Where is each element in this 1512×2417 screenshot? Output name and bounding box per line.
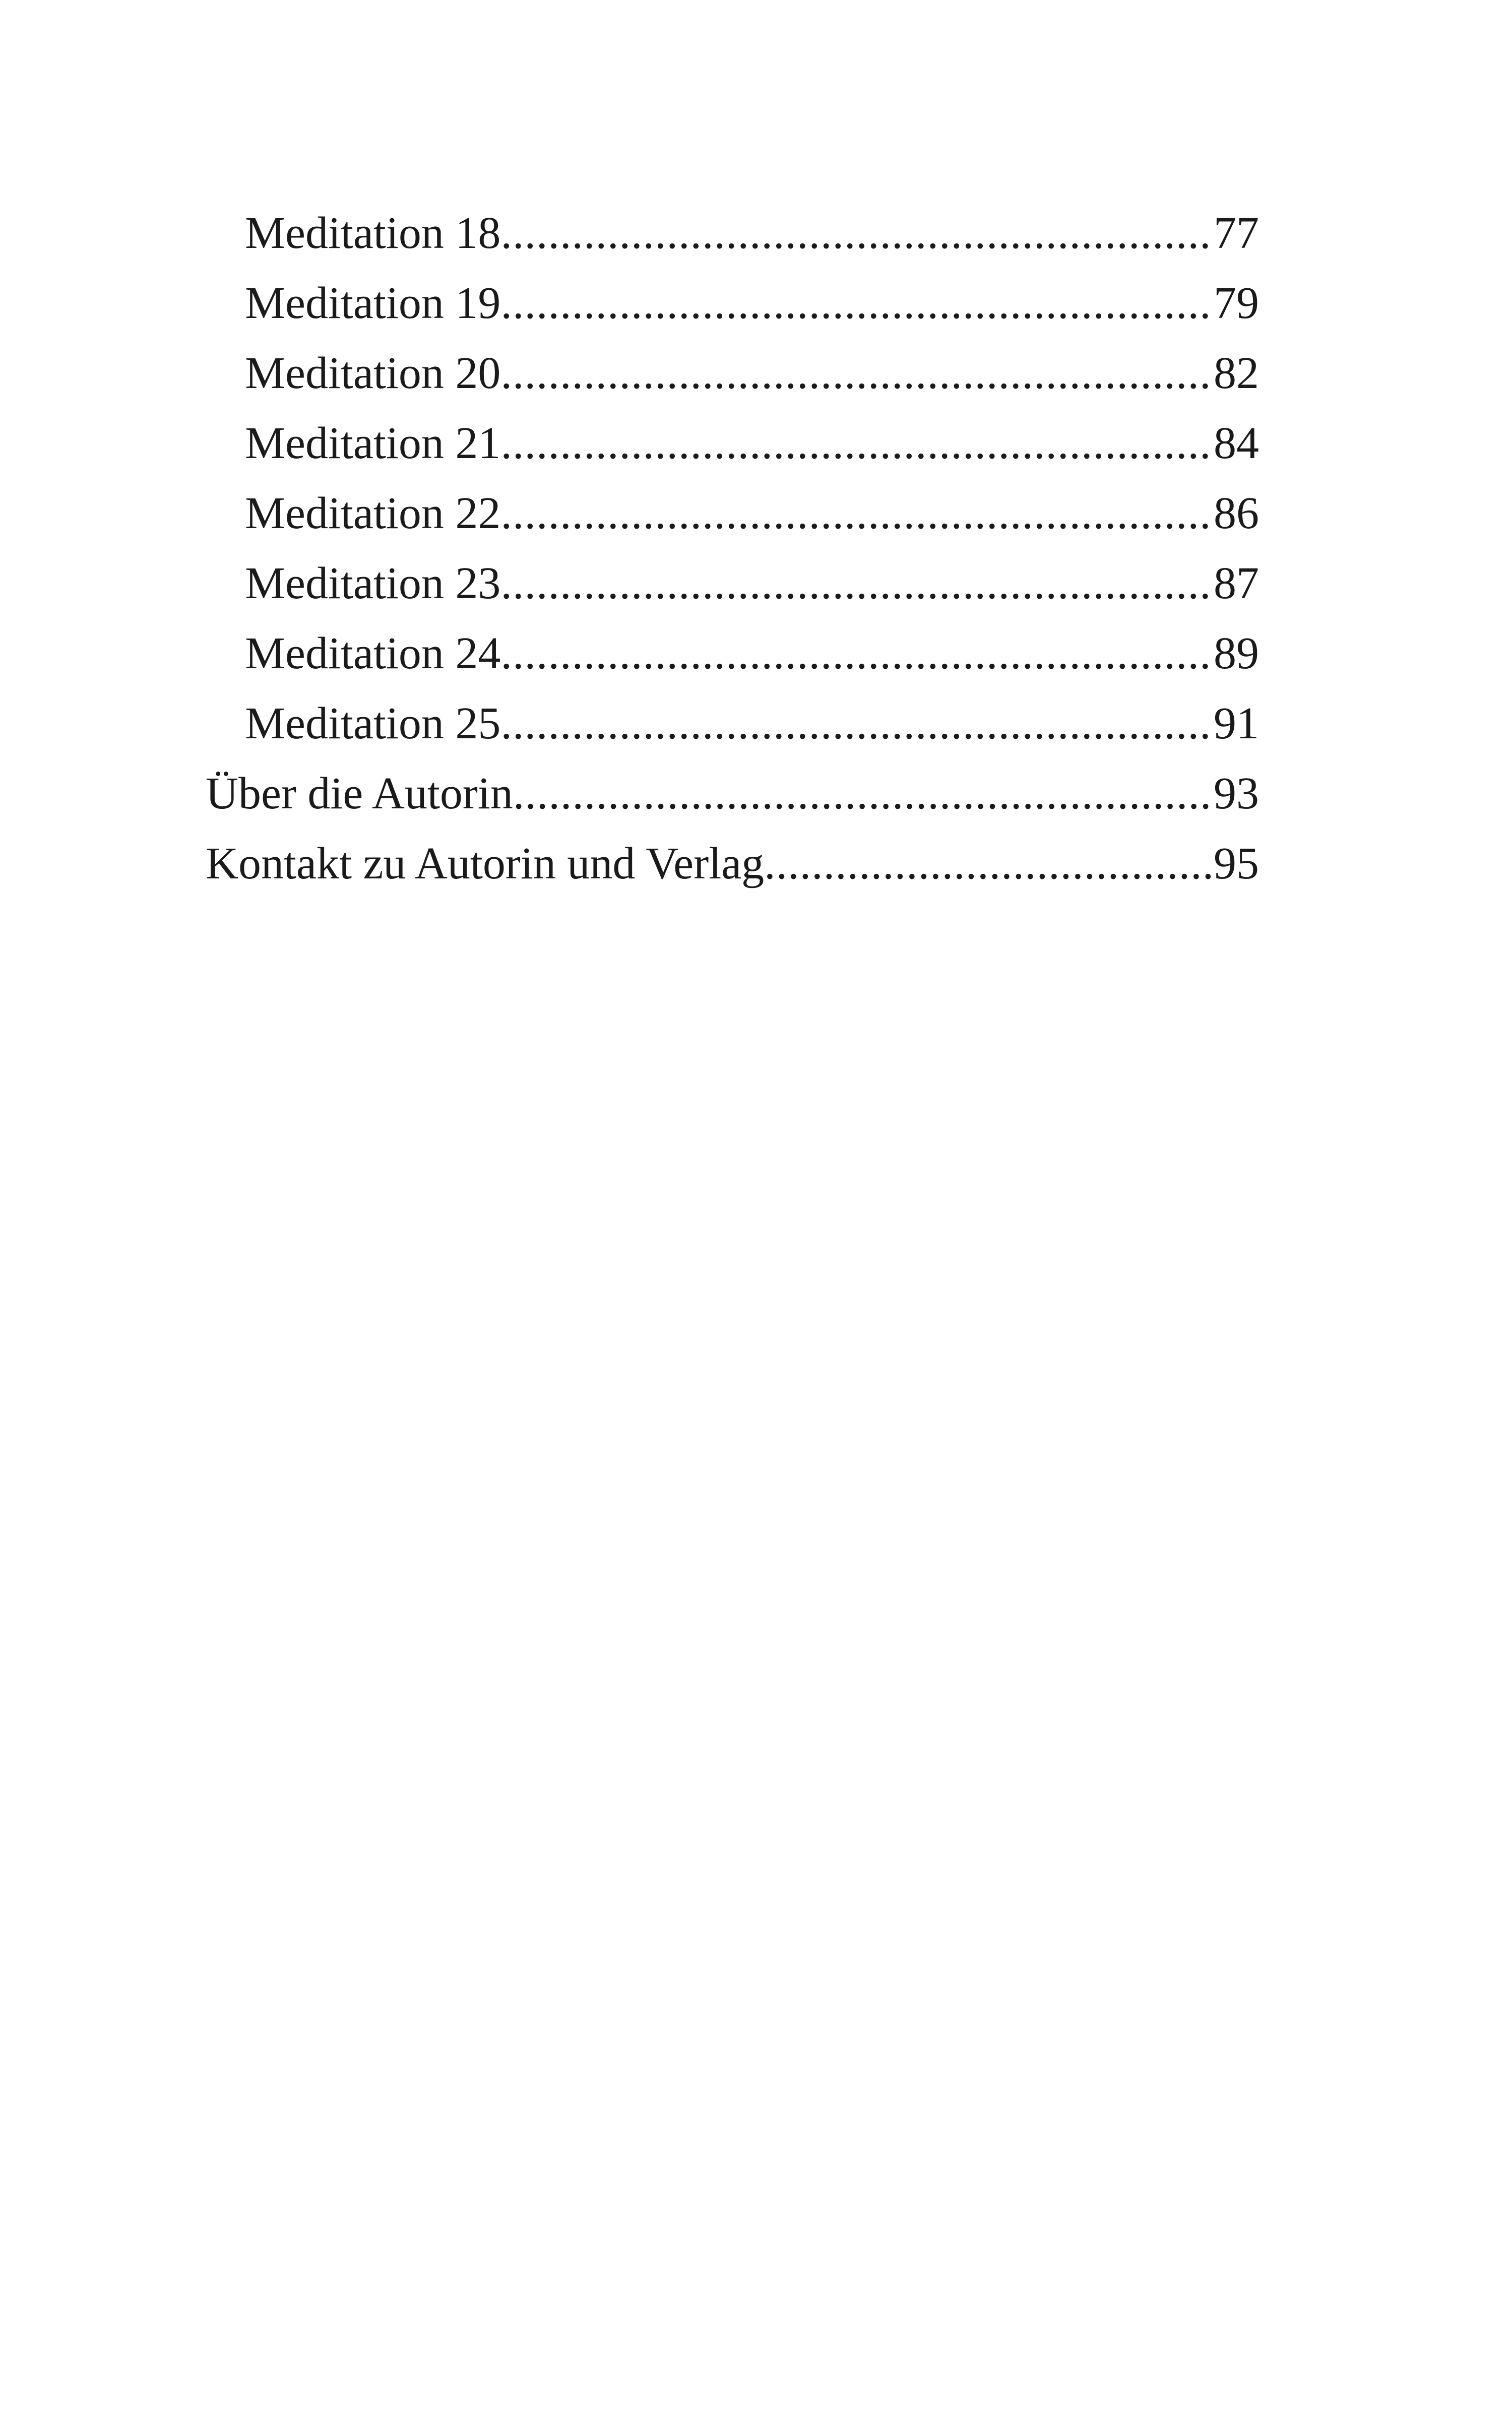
toc-entry-title: Meditation 23 [245,558,501,608]
toc-entry-title: Meditation 25 [245,698,501,748]
toc-entry-meditation-22[interactable] [206,478,1259,548]
toc-dot-leader [500,268,1214,338]
toc-dot-leader [500,618,1214,688]
toc-entry-title: Über die Autorin [206,769,513,818]
toc-dot-leader [500,478,1214,548]
toc-dot-leader [500,688,1214,758]
toc-entry-contact[interactable] [206,829,1259,899]
toc-entry-title: Meditation 20 [245,348,501,398]
toc-entry-meditation-23[interactable] [206,548,1259,618]
toc-entry-title: Kontakt zu Autorin und Verlag [206,839,765,888]
toc-entry-page-number: 91 [1214,698,1259,748]
toc-entry-meditation-21[interactable] [206,408,1259,478]
toc-dot-leader [513,758,1214,829]
toc-entry-page-number: 87 [1214,558,1259,608]
toc-entry-title: Meditation 19 [245,278,501,328]
toc-dot-leader [500,548,1214,618]
toc-dot-leader [764,829,1214,899]
toc-entry-meditation-20[interactable] [206,338,1259,408]
toc-entry-page-number: 77 [1214,208,1259,258]
toc-entry-title: Meditation 21 [245,418,501,468]
table-of-contents [206,198,1259,899]
toc-entry-about-author[interactable] [206,758,1259,829]
toc-entry-page-number: 89 [1214,628,1259,678]
toc-entry-meditation-19[interactable] [206,268,1259,338]
toc-entry-page-number: 93 [1214,769,1259,818]
toc-entry-meditation-24[interactable] [206,618,1259,688]
toc-dot-leader [500,338,1214,408]
toc-entry-page-number: 79 [1214,278,1259,328]
toc-entry-page-number: 95 [1214,839,1259,888]
toc-entry-title: Meditation 18 [245,208,501,258]
toc-dot-leader [500,408,1214,478]
toc-entry-title: Meditation 22 [245,488,501,538]
toc-dot-leader [500,198,1214,268]
toc-entry-page-number: 82 [1214,348,1259,398]
toc-entry-title: Meditation 24 [245,628,501,678]
toc-entry-meditation-25[interactable] [206,688,1259,758]
toc-entry-page-number: 84 [1214,418,1259,468]
toc-entry-page-number: 86 [1214,488,1259,538]
toc-entry-meditation-18[interactable] [206,198,1259,268]
